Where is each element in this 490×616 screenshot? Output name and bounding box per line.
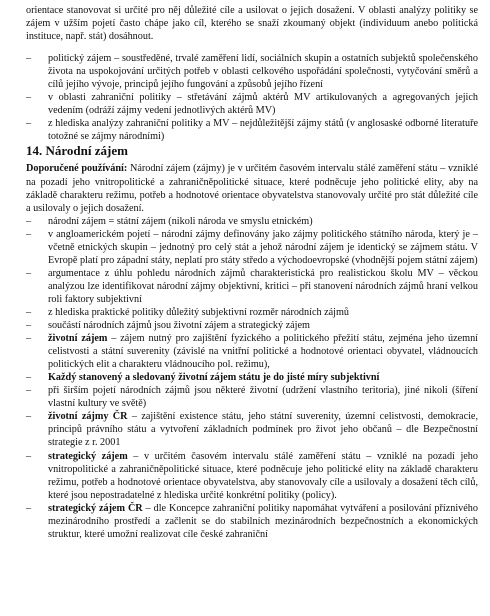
list-item xyxy=(26,215,478,228)
lead-label: Doporučené používání: xyxy=(26,163,128,175)
list-item-term: strategický zájem xyxy=(48,450,128,462)
interest-definitions-list xyxy=(26,52,478,143)
list-item-text: – dle Koncepce zahraniční politiky napomáhat vytváření a posilování příznivého mezinárodního prostředí a začlenit se do stabilních mezinárodních bezpečnostních a ekonomických struktur, které umožní realizovat cíle české zahraniční xyxy=(48,502,478,540)
list-item xyxy=(26,502,478,541)
lead-text: Národní zájem (zájmy) je v určitém časovém intervalu stálé zaměření státu – vzniklé na pozadí jeho vnitropolitické a zahraničněpolitické situace, které podněcuje jeho politické elity, aby na základě charakteru režimu, potřeb a hodnotové orientace obyvatelstva stanovovaly určité pro stát důležité cíle a usilovaly o jejich dosažení. xyxy=(26,163,479,214)
document-page xyxy=(26,4,478,541)
intro-paragraph: orientace stanovovat si určité pro něj důležité cíle a usilovat o jejich dosažení. V oblasti analýzy politiky se zájem v užším pojetí často chápe jako cíl, kterého se snaží zkoumaný objekt (individuum anebo politická instituce, např. stát) dosáhnout. xyxy=(26,5,478,43)
list-item-text: národní zájem = státní zájem (nikoli národa ve smyslu etnickém) xyxy=(48,215,313,227)
list-item: – politický zájem – soustředěné, trvalé zaměření lidí, sociálních skupin a ostatních subjektů společenského života na uspokojování určitých potřeb v oblasti celkového uspořádání společnosti, vytyčování směrů a cílů jejího vývoje, principů jejího fungování a způsobů jejího řízení xyxy=(26,52,478,91)
section-lead-paragraph xyxy=(26,162,478,214)
list-item xyxy=(26,319,478,332)
list-item-text: z hlediska praktické politiky důležitý subjektivní rozměr národních zájmů xyxy=(48,306,350,318)
list-item xyxy=(26,228,478,267)
list-item-term: životní zájmy ČR xyxy=(48,411,128,423)
list-item-term: Každý stanovený a sledovaný životní zájem státu je do jisté míry subjektivní xyxy=(48,372,380,384)
list-item xyxy=(26,371,478,384)
list-item xyxy=(26,332,478,371)
list-item-text: při širším pojetí národních zájmů jsou některé životní (udržení vlastního teritoria), jiné nikoli (šíření vlastní kultury ve světě) xyxy=(48,385,478,410)
list-item-text: – zajištění existence státu, jeho státní suverenity, územní celistvosti, demokracie, principů právního státu a vytvoření základních podmínek pro život jeho občanů – dle Bezpečnostní strategie z r. 2001 xyxy=(48,411,478,449)
list-item-text: – zájem nutný pro zajištění fyzického a politického přežití státu, zejména jeho územní celistvosti a státní suverenity (závislé na vnitřní politické a hodnotové orientaci obyvatel, vládnoucích politických elit a charakteru vládnoucího pol. režimu), xyxy=(48,333,478,371)
list-item-text: – v určitém časovém intervalu stálé zaměření státu – vzniklé na pozadí jeho vnitropolitické a zahraničněpolitické situace, které podněcuje jeho politické elity na základě charakteru režimu, potřeb a hodnotové orientace obyvatelstva, aby stanovovaly cíle a usilovaly a dosažení těch cílů, které jsou nepostradatelné z hlediska určité konkrétní politiky (policy). xyxy=(48,450,478,501)
section-heading: 14. Národní zájem xyxy=(26,143,128,159)
list-item: – z hlediska analýzy zahraniční politiky a MV – nejdůležitější zájmy států (v anglosaské odborné literatuře totožné se zájmy národními) xyxy=(26,117,478,143)
list-item xyxy=(26,384,478,410)
list-item xyxy=(26,306,478,319)
list-item-term: životní zájem xyxy=(48,333,108,345)
list-item: – v oblasti zahraniční politiky – střetávání zájmů aktérů MV artikulovaných a agregovaných jejich vedením (odráží zájmy vedení jednotlivých aktérů MV) xyxy=(26,91,478,117)
list-item-text: argumentace z úhlu pohledu národních zájmů charakteristická pro realistickou školu MV – věckou analýzou lze identifikovat národní zájmy objektivní, kritici – při stanovení národních zájmů hraní velkou roli faktory subjektivní xyxy=(48,267,478,305)
list-item-text: v angloamerickém pojetí – národní zájmy definovány jako zájmy politického státního národa, který je – včetně etnických skupin – jednotný pro celý stát a jehož národní zájem je identický se zájmem státu. V Evropě platí pro západní státy, neplatí pro státy středo a východoevropské (vhodnější pojem státní zájem) xyxy=(48,228,478,266)
list-item xyxy=(26,410,478,449)
list-item-term: strategický zájem ČR xyxy=(48,502,143,514)
list-item xyxy=(26,267,478,306)
list-item xyxy=(26,450,478,502)
list-item-text: součástí národních zájmů jsou životní zájem a strategický zájem xyxy=(48,320,310,332)
national-interest-list xyxy=(26,215,478,541)
